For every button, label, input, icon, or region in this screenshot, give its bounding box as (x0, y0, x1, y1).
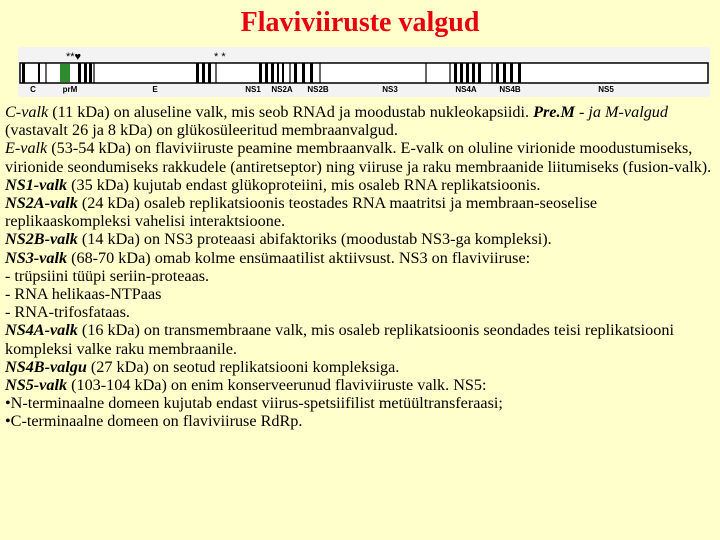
paragraph-ns3 (5, 249, 717, 267)
segment-label-ns5: NS5 (598, 85, 614, 94)
paragraph-text: (14 kDa) on NS3 proteaasi abifaktoriks (moodustab NS3-ga kompleksi). (77, 230, 552, 249)
list-item: - RNA helikaas-NTPaas (5, 285, 162, 304)
paragraph-text: (68-70 kDa) omab kolme ensümaatilist aktiivsust. NS3 on flaviviiruse: (67, 248, 531, 267)
protein-name: NS1-valk (5, 175, 68, 194)
segment-label-ns2b: NS2B (307, 85, 329, 94)
paragraph-text: (16 kDa) on transmembraane valk, mis osaleb replikatsioonis seondades teisi replikatsiooni kompleksi valke raku membraanile. (5, 321, 674, 358)
segment-label-prm: prM (62, 85, 78, 94)
paragraph-text: (27 kDa) on seotud replikatsiooni kompleksiga. (86, 357, 400, 376)
paragraph-c-prm (5, 103, 717, 139)
protein-name: ja M-valgud (588, 103, 668, 121)
protein-name: E-valk (5, 139, 48, 158)
list-item: - trüpsiini tüüpi seriin-proteaas. (5, 266, 210, 285)
protein-descriptions (5, 103, 717, 431)
paragraph-text: (53-54 kDa) on flaviviiruste peamine membraanvalk. E-valk on oluline virionide moodustumiseks, virionide seondumiseks rakkudele (antiretseptor) ning viiruse ja raku membraanide liitumiseks (fusion-valk). (5, 139, 712, 176)
paragraph-text: (35 kDa) kujutab endast glükoproteiini, mis osaleb RNA replikatsioonis. (67, 175, 541, 194)
segment-label-ns2a: NS2A (271, 85, 293, 94)
glycosylation-marks-e: * * (214, 51, 226, 63)
paragraph-ns4b (5, 358, 717, 376)
genome-diagram (18, 47, 710, 97)
paragraph-text: (11 kDa) on aluseline valk, mis seob RNAd ja moodustab nukleokapsiidi. (48, 103, 534, 121)
list-item: •C-terminaalne domeen on flaviviiruse RdRp. (5, 412, 303, 431)
segment-label-ns3: NS3 (382, 85, 398, 94)
paragraph-text: - (574, 103, 589, 121)
paragraph-ns1 (5, 176, 717, 194)
glycosylation-marks: **♥ (66, 51, 82, 63)
segment-label-ns1: NS1 (245, 85, 261, 94)
paragraph-text: (24 kDa) osaleb replikatsioonis teostades RNA maatritsi ja membraan-seoselise replikaaskompleksi vahelisi interaktsioone. (5, 194, 598, 231)
protein-name: NS2B-valk (5, 230, 78, 249)
page-title: Flaviviiruste valgud (240, 7, 480, 38)
paragraph-ns2a (5, 194, 717, 230)
list-item: •N-terminaalne domeen kujutab endast viirus-spetsiifilist metüültransferaasi; (5, 394, 503, 413)
segment-label-e: E (152, 85, 158, 94)
protein-name: NS4B-valgu (5, 357, 87, 376)
protein-name: NS4A-valk (5, 321, 78, 340)
paragraph-ns2b (5, 230, 717, 248)
protein-name: NS3-valk (5, 248, 68, 267)
paragraph-ns4a (5, 321, 717, 357)
list-item: - RNA-trifosfataas. (5, 303, 130, 322)
paragraph-e (5, 139, 717, 175)
protein-name: Pre.M (533, 103, 575, 121)
segment-label-c: C (30, 85, 36, 94)
segment-label-ns4a: NS4A (455, 85, 477, 94)
protein-name: NS2A-valk (5, 194, 78, 213)
paragraph-text: (103-104 kDa) on enim konserveerunud flaviviiruste valk. NS5: (67, 376, 487, 395)
paragraph-ns5 (5, 376, 717, 394)
protein-name: NS5-valk (5, 376, 68, 395)
segment-label-ns4b: NS4B (499, 85, 521, 94)
protein-name: C-valk (5, 103, 49, 121)
paragraph-text: (vastavalt 26 ja 8 kDa) on glükosüleeritud membraanvalgud. (5, 121, 398, 140)
